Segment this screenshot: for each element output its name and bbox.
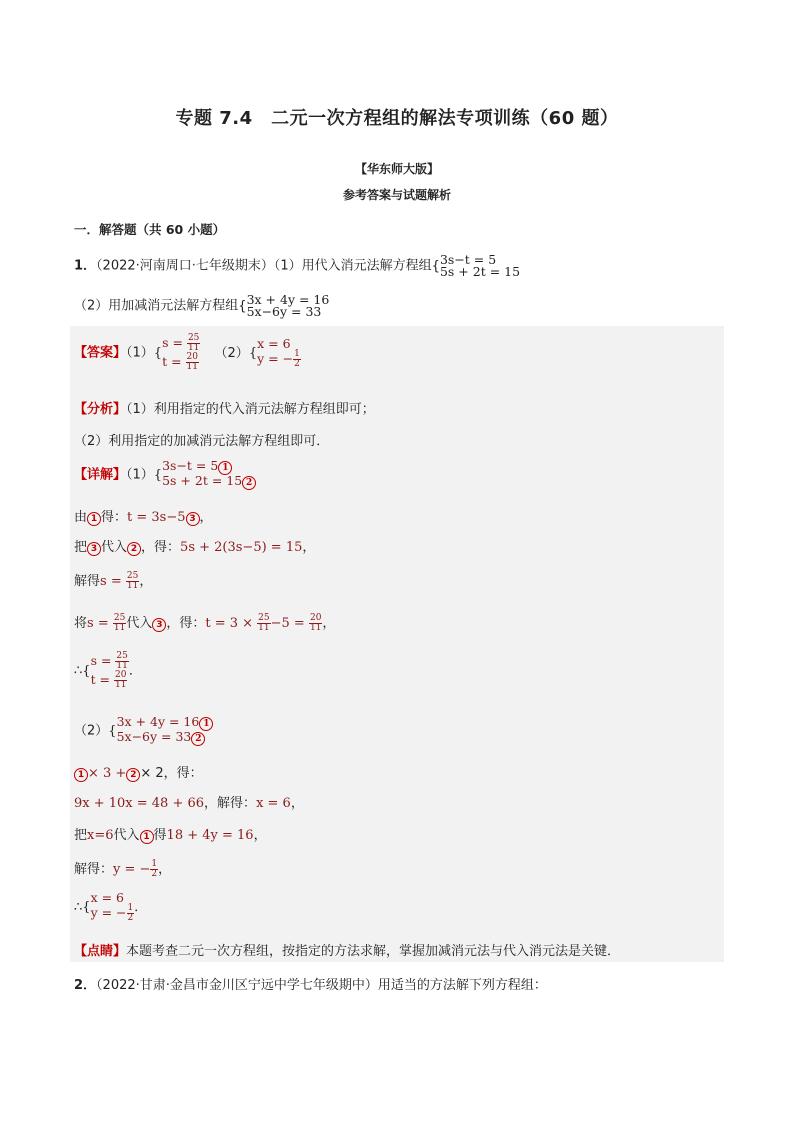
detail-step-3: 解得s = $\frac{25}{11}$ ， — [74, 571, 153, 591]
detail-step-4: 将s = $\frac{25}{11}$ 代入 3 ，得：t = 3 × $\frac{25}{11}$ −5 = $\frac{20}{11}$ ， — [74, 613, 336, 633]
answer-tag: 【答案】 — [74, 345, 127, 361]
comment-row: 【点睛】本题考查二元一次方程组，按指定的方法求解，掌握加减消元法与代入消元法是关键． — [74, 944, 621, 959]
detail-step-10: ∴{ x = 6 y = − $\frac{1}{2}$ ． — [74, 890, 148, 923]
detail-step-5: ∴{ s = $\frac{25}{11}$ t = $\frac{20}{11}$ ． — [74, 651, 142, 690]
question-number: 1． — [74, 258, 97, 274]
detail-row: 【详解】（1）{ 3s−t = 5 1 5s + 2t = 15 2 — [74, 460, 256, 490]
equation-system: { 3x + 4y = 16 5x−6y = 33 — [238, 292, 330, 319]
answer-row: 【答案】（1）{ s = $\frac{25}{11}$ t = $\frac{20}{11}$ （2）{ x = 6 y = − $\frac{1}{2}$ — [74, 333, 300, 372]
detail-step-6: 1 × 3 + 2 × 2，得： — [74, 762, 203, 782]
detail-tag: 【详解】 — [74, 467, 127, 483]
analysis-tag: 【分析】 — [74, 402, 127, 417]
answer-system-1: { s = $\frac{25}{11}$ t = $\frac{20}{11}$ — [153, 333, 200, 372]
answer-system-2: { x = 6 y = − $\frac{1}{2}$ — [248, 335, 300, 369]
detail-step-9: 解得：y = − $\frac{1}{2}$ ， — [74, 859, 172, 879]
section-heading: 一．解答题（共 60 小题） — [74, 222, 226, 237]
detail-step-8: 把x=6代入 1 得18 + 4y = 16， — [74, 828, 267, 843]
equation-system: { 3s−t = 5 5s + 2t = 15 — [431, 252, 521, 279]
question-1-part-2 — [74, 294, 329, 318]
page-title: 专题 7.4 二元一次方程组的解法专项训练（60 题） — [175, 108, 619, 129]
detail-step-7: 9x + 10x = 48 + 66，解得：x = 6， — [74, 796, 304, 811]
analysis-row: 【分析】（1）利用指定的代入消元法解方程组即可； — [74, 402, 375, 417]
detail-system-1: { 3s−t = 5 1 5s + 2t = 15 2 — [154, 460, 256, 490]
question-1 — [74, 254, 520, 278]
comment-tag: 【点睛】 — [74, 944, 127, 959]
detail-step-1: 由 1 得：t = 3s−5 3 ， — [74, 510, 213, 525]
detail-part-2: （2）{ 3x + 4y = 16 1 5x−6y = 33 2 — [74, 716, 213, 746]
question-2 — [74, 974, 547, 993]
edition-label: 【华东师大版】 — [354, 162, 439, 176]
question-text: （2022·甘肃·金昌市金川区宁远中学七年级期中）用适当的方法解下列方程组： — [96, 978, 547, 993]
detail-system-2: { 3x + 4y = 16 1 5x−6y = 33 2 — [108, 716, 213, 746]
detail-step-2: 把 3 代入 2 ，得：5s + 2(3s−5) = 15， — [74, 540, 316, 555]
question-source: （2022·河南周口·七年级期末）（1）用代入消元法解方程组 — [96, 258, 432, 274]
subtitle: 参考答案与试题解析 — [342, 188, 451, 202]
analysis-row-2: （2）利用指定的加减消元法解方程组即可． — [74, 434, 330, 449]
question-number: 2． — [74, 978, 97, 993]
part-label: （2）用加减消元法解方程组 — [74, 298, 239, 314]
